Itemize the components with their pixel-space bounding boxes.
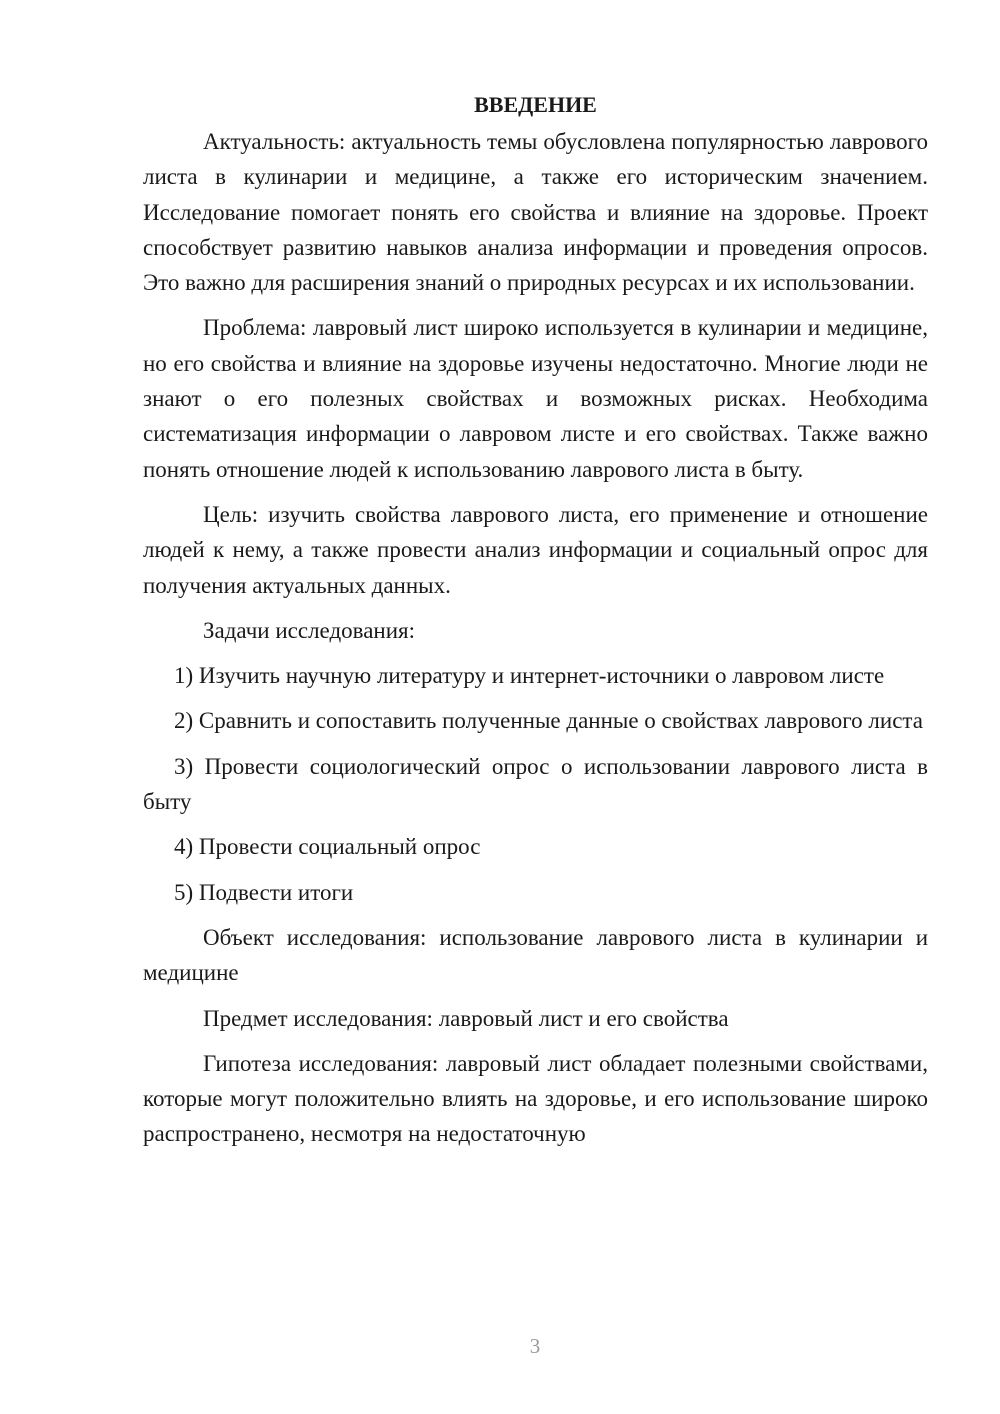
task-item: 5) Подвести итоги [174, 879, 354, 905]
paragraph-hypothesis: Гипотеза исследования: лавровый лист обладает полезными свойствами, которые могут положительно влиять на здоровье, и его использование широко распространено, несмотря на недостаточную [143, 1050, 928, 1147]
tasks-heading: Задачи исследования: [203, 617, 416, 643]
page-content [143, 90, 928, 1162]
task-item: 3) Провести социологический опрос о использовании лаврового листа в быту [143, 753, 928, 815]
paragraph-object: Объект исследования: использование лаврового листа в кулинарии и медицине [143, 924, 928, 986]
paragraph-goal: Цель: изучить свойства лаврового листа, его применение и отношение людей к нему, а также провести анализ информации и социальный опрос для получения актуальных данных. [143, 501, 928, 598]
section-heading: ВВЕДЕНИЕ [474, 92, 597, 117]
paragraph-problem: Проблема: лавровый лист широко используется в кулинарии и медицине, но его свойства и влияние на здоровье изучены недостаточно. Многие люди не знают о его полезных свойствах и возможных рисках. Необходима систематизация информации о лавровом листе и его свойствах. Также важно понять отношение людей к использованию лаврового листа в быту. [143, 315, 928, 482]
task-item: 4) Провести социальный опрос [174, 834, 481, 860]
paragraph-relevance: Актуальность: актуальность темы обусловлена популярностью лаврового листа в кулинарии и медицине, а также его историческим значением. Исследование помогает понять его свойства и влияние на здоровье. Проект способствует развитию навыков анализа информации и проведения опросов. Это важно для расширения знаний о природных ресурсах и их использовании. [143, 129, 928, 296]
paragraph-subject: Предмет исследования: лавровый лист и его свойства [203, 1005, 729, 1031]
task-item: 2) Сравнить и сопоставить полученные данные о свойствах лаврового листа [174, 708, 923, 734]
page-number: 3 [529, 1334, 541, 1358]
task-item: 1) Изучить научную литературу и интернет-источники о лавровом листе [174, 663, 885, 689]
